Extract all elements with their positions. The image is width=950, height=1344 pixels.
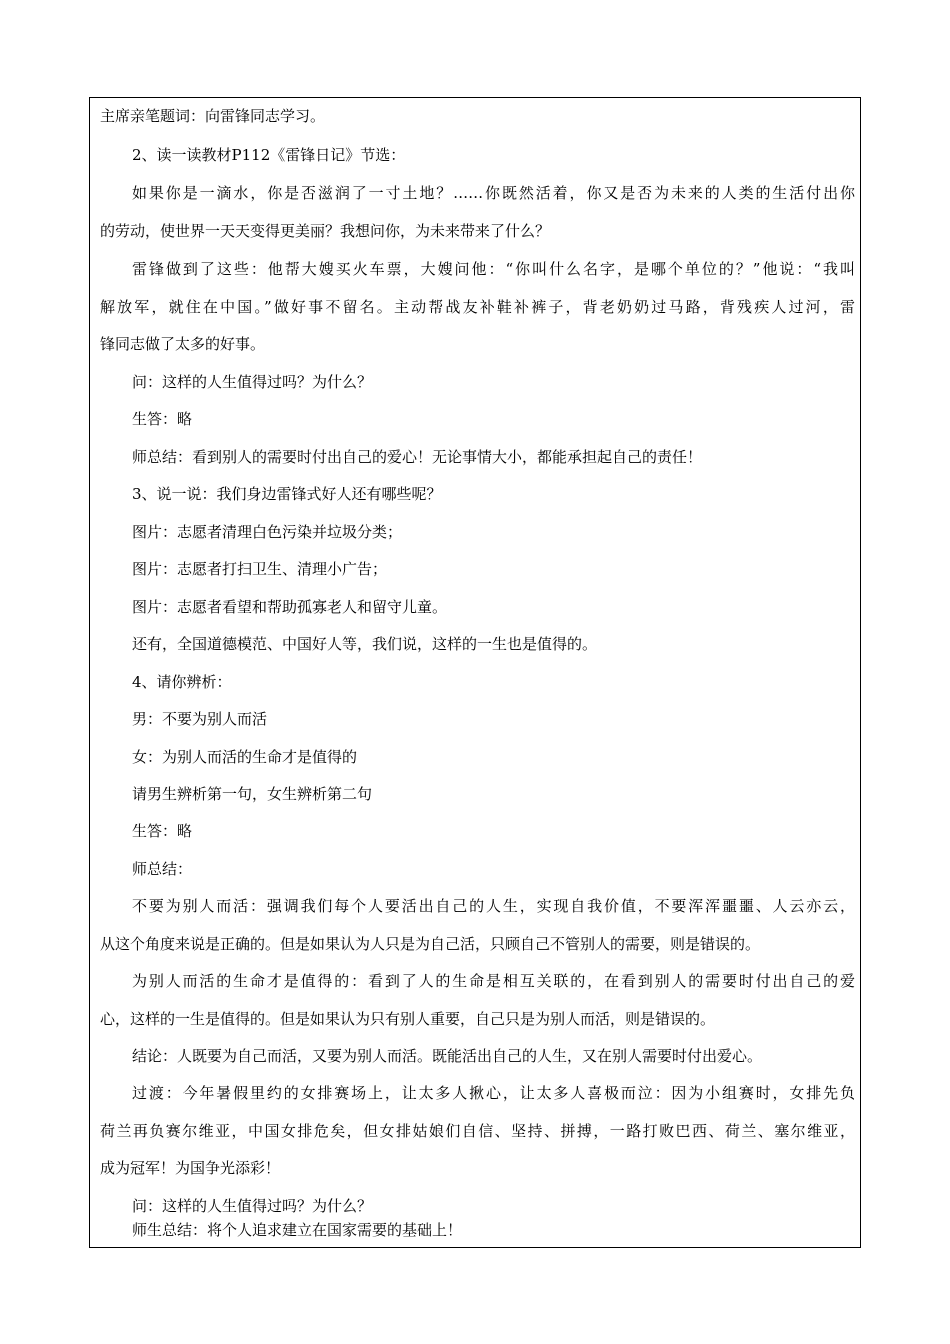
text-line: 生答：略	[132, 410, 193, 428]
text-line: 雷锋做到了这些：他帮大嫂买火车票，大嫂问他：“你叫什么名字，是哪个单位的？”他说：“我叫	[132, 260, 855, 278]
text-line: 解放军，就住在中国。”做好事不留名。主动帮战友补鞋补裤子，背老奶奶过马路，背残疾人过河，雷	[100, 298, 855, 316]
text-line: 还有，全国道德模范、中国好人等，我们说，这样的一生也是值得的。	[132, 635, 598, 653]
text-line: 4、请你辨析：	[132, 673, 232, 691]
text-line: 不要为别人而活：强调我们每个人要活出自己的人生，实现自我价值，不要浑浑噩噩、人云亦云，	[132, 897, 855, 915]
text-line: 图片：志愿者看望和帮助孤寡老人和留守儿童。	[132, 598, 448, 616]
text-line: 心，这样的一生是值得的。但是如果认为只有别人重要，自己只是为别人而活，则是错误的。	[100, 1010, 716, 1028]
text-line: 锋同志做了太多的好事。	[100, 335, 266, 353]
text-line: 主席亲笔题词：向雷锋同志学习。	[100, 107, 326, 125]
text-line: 女：为别人而活的生命才是值得的	[132, 748, 358, 766]
text-line: 问：这样的人生值得过吗？为什么？	[132, 1197, 373, 1215]
text-line: 2、读一读教材P112《雷锋日记》节选：	[132, 146, 406, 164]
text-line: 师总结：	[132, 860, 193, 878]
text-line: 过渡：今年暑假里约的女排赛场上，让太多人揪心，让太多人喜极而泣：因为小组赛时，女排先负	[132, 1084, 855, 1102]
text-line: 的劳动，使世界一天天变得更美丽？我想问你，为未来带来了什么？	[100, 222, 551, 240]
text-line: 为别人而活的生命才是值得的：看到了人的生命是相互关联的，在看到别人的需要时付出自己的爱	[132, 972, 855, 990]
text-line: 师生总结：将个人追求建立在国家需要的基础上！	[132, 1221, 463, 1239]
text-line: 成为冠军！为国争光添彩！	[100, 1159, 281, 1177]
text-line: 荷兰再负赛尔维亚，中国女排危矣，但女排姑娘们自信、坚持、拼搏，一路打败巴西、荷兰、塞尔维亚，	[100, 1122, 855, 1140]
text-line: 请男生辨析第一句，女生辨析第二句	[132, 785, 373, 803]
text-line: 男：不要为别人而活	[132, 710, 268, 728]
text-line: 从这个角度来说是正确的。但是如果认为人只是为自己活，只顾自己不管别人的需要，则是错误的。	[100, 935, 761, 953]
text-line: 结论：人既要为自己而活，又要为别人而活。既能活出自己的人生，又在别人需要时付出爱心。	[132, 1047, 763, 1065]
text-line: 3、说一说：我们身边雷锋式好人还有哪些呢？	[132, 485, 442, 503]
lesson-plan-table-cell	[89, 97, 861, 1248]
text-line: 生答：略	[132, 822, 193, 840]
text-line: 图片：志愿者打扫卫生、清理小广告；	[132, 560, 388, 578]
text-line: 问：这样的人生值得过吗？为什么？	[132, 373, 373, 391]
text-line: 如果你是一滴水，你是否滋润了一寸土地？……你既然活着，你又是否为未来的人类的生活付出你	[132, 184, 855, 202]
text-line: 师总结：看到别人的需要时付出自己的爱心！无论事情大小，都能承担起自己的责任！	[132, 448, 703, 466]
text-line: 图片：志愿者清理白色污染并垃圾分类；	[132, 523, 403, 541]
